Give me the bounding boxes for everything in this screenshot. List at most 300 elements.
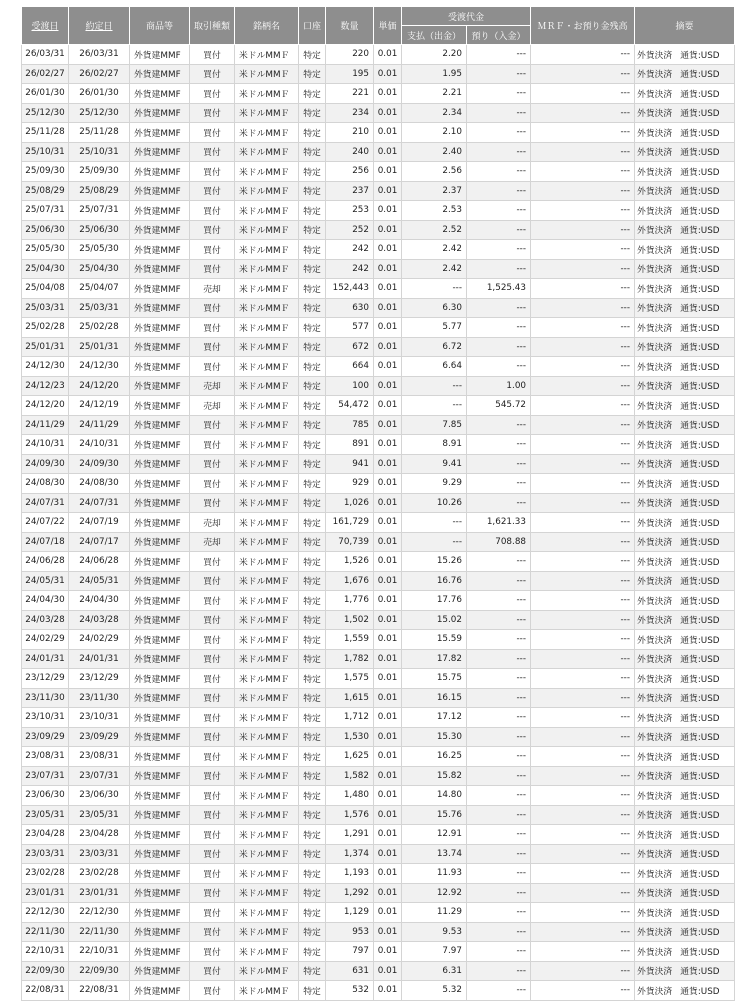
mrf-balance-cell: --- bbox=[531, 84, 635, 104]
name-cell: 米ドルMMＦ bbox=[235, 766, 299, 786]
deposit-cell: --- bbox=[467, 961, 531, 981]
trade-type-cell: 買付 bbox=[190, 181, 235, 201]
settlement-text: 外貨決済 bbox=[637, 967, 673, 978]
account-cell: 特定 bbox=[299, 220, 326, 240]
product-cell: 外貨建MMF bbox=[130, 279, 190, 299]
name-cell: 米ドルMMＦ bbox=[235, 142, 299, 162]
settlement-text: 外貨決済 bbox=[637, 850, 673, 861]
deposit-cell: --- bbox=[467, 883, 531, 903]
account-cell: 特定 bbox=[299, 844, 326, 864]
table-row bbox=[22, 415, 735, 435]
product-cell: 外貨建MMF bbox=[130, 552, 190, 572]
account-cell: 特定 bbox=[299, 103, 326, 123]
summary-header: 摘要 bbox=[635, 7, 735, 45]
settle-date-header-label[interactable]: 受渡日 bbox=[31, 22, 59, 32]
unit-price-cell: 0.01 bbox=[374, 45, 402, 65]
product-cell: 外貨建MMF bbox=[130, 337, 190, 357]
unit-price-cell: 0.01 bbox=[374, 240, 402, 260]
product-cell: 外貨建MMF bbox=[130, 981, 190, 1001]
settlement-text: 外貨決済 bbox=[637, 382, 673, 393]
account-cell: 特定 bbox=[299, 786, 326, 806]
unit-price-cell: 0.01 bbox=[374, 981, 402, 1001]
payment-cell: 5.32 bbox=[402, 981, 467, 1001]
account-cell: 特定 bbox=[299, 142, 326, 162]
product-cell: 外貨建MMF bbox=[130, 922, 190, 942]
currency-text: 通貨:USD bbox=[680, 752, 720, 763]
payment-cell: 14.80 bbox=[402, 786, 467, 806]
account-cell: 特定 bbox=[299, 864, 326, 884]
payment-cell: 2.37 bbox=[402, 181, 467, 201]
unit-price-cell: 0.01 bbox=[374, 571, 402, 591]
table-row bbox=[22, 552, 735, 572]
deposit-cell: --- bbox=[467, 84, 531, 104]
payment-cell: 2.56 bbox=[402, 162, 467, 182]
unit-price-cell: 0.01 bbox=[374, 201, 402, 221]
name-cell: 米ドルMMＦ bbox=[235, 649, 299, 669]
product-cell: 外貨建MMF bbox=[130, 474, 190, 494]
unit-price-cell: 0.01 bbox=[374, 84, 402, 104]
trade-date-cell: 23/01/31 bbox=[69, 883, 130, 903]
mrf-balance-cell: --- bbox=[531, 591, 635, 611]
mrf-balance-cell: --- bbox=[531, 279, 635, 299]
summary-cell bbox=[635, 922, 735, 942]
trade-date-cell: 25/06/30 bbox=[69, 220, 130, 240]
trade-date-cell: 26/01/30 bbox=[69, 84, 130, 104]
account-cell: 特定 bbox=[299, 552, 326, 572]
table-row bbox=[22, 669, 735, 689]
currency-text: 通貨:USD bbox=[680, 421, 720, 432]
trade-type-cell: 買付 bbox=[190, 981, 235, 1001]
deposit-cell: --- bbox=[467, 649, 531, 669]
mrf-balance-cell: --- bbox=[531, 981, 635, 1001]
currency-text: 通貨:USD bbox=[680, 772, 720, 783]
settlement-text: 外貨決済 bbox=[637, 772, 673, 783]
deposit-cell: --- bbox=[467, 766, 531, 786]
account-cell: 特定 bbox=[299, 201, 326, 221]
product-cell: 外貨建MMF bbox=[130, 220, 190, 240]
mrf-balance-cell: --- bbox=[531, 220, 635, 240]
deposit-cell: --- bbox=[467, 415, 531, 435]
settlement-text: 外貨決済 bbox=[637, 304, 673, 315]
payment-cell: 2.42 bbox=[402, 240, 467, 260]
account-cell: 特定 bbox=[299, 240, 326, 260]
payment-cell: 15.82 bbox=[402, 766, 467, 786]
quantity-cell: 1,291 bbox=[326, 825, 374, 845]
trade-date-cell: 24/11/29 bbox=[69, 415, 130, 435]
name-cell: 米ドルMMＦ bbox=[235, 688, 299, 708]
table-row bbox=[22, 864, 735, 884]
table-row bbox=[22, 630, 735, 650]
trade-type-cell: 買付 bbox=[190, 903, 235, 923]
currency-text: 通貨:USD bbox=[680, 869, 720, 880]
trade-type-cell: 買付 bbox=[190, 64, 235, 84]
settlement-text: 外貨決済 bbox=[637, 791, 673, 802]
deposit-cell: 1,525.43 bbox=[467, 279, 531, 299]
trade-type-cell: 売却 bbox=[190, 532, 235, 552]
trade-type-cell: 買付 bbox=[190, 435, 235, 455]
deposit-cell: --- bbox=[467, 708, 531, 728]
settlement-text: 外貨決済 bbox=[637, 830, 673, 841]
mrf-balance-cell: --- bbox=[531, 727, 635, 747]
table-row bbox=[22, 259, 735, 279]
product-cell: 外貨建MMF bbox=[130, 513, 190, 533]
settlement-text: 外貨決済 bbox=[637, 421, 673, 432]
summary-cell bbox=[635, 727, 735, 747]
quantity-cell: 1,625 bbox=[326, 747, 374, 767]
name-cell: 米ドルMMＦ bbox=[235, 220, 299, 240]
product-cell: 外貨建MMF bbox=[130, 571, 190, 591]
mrf-balance-cell: --- bbox=[531, 571, 635, 591]
settle-date-cell: 25/04/30 bbox=[22, 259, 69, 279]
settlement-text: 外貨決済 bbox=[637, 616, 673, 627]
currency-text: 通貨:USD bbox=[680, 791, 720, 802]
trade-type-cell: 買付 bbox=[190, 961, 235, 981]
table-row bbox=[22, 942, 735, 962]
table-row bbox=[22, 844, 735, 864]
quantity-cell: 1,576 bbox=[326, 805, 374, 825]
trade-date-cell: 24/10/31 bbox=[69, 435, 130, 455]
table-row bbox=[22, 571, 735, 591]
unit-price-cell: 0.01 bbox=[374, 766, 402, 786]
table-row bbox=[22, 532, 735, 552]
account-cell: 特定 bbox=[299, 981, 326, 1001]
deposit-cell: 1.00 bbox=[467, 376, 531, 396]
table-row bbox=[22, 766, 735, 786]
account-cell: 特定 bbox=[299, 513, 326, 533]
table-row bbox=[22, 903, 735, 923]
settle-date-cell: 25/02/28 bbox=[22, 318, 69, 338]
table-row bbox=[22, 84, 735, 104]
table-row bbox=[22, 961, 735, 981]
settlement-text: 外貨決済 bbox=[637, 167, 673, 178]
account-cell: 特定 bbox=[299, 571, 326, 591]
sort-trade-date-header[interactable] bbox=[69, 7, 130, 45]
settle-date-cell: 24/09/30 bbox=[22, 454, 69, 474]
trade-date-cell: 25/11/28 bbox=[69, 123, 130, 143]
unit-price-cell: 0.01 bbox=[374, 747, 402, 767]
mrf-balance-cell: --- bbox=[531, 552, 635, 572]
account-cell: 特定 bbox=[299, 123, 326, 143]
product-cell: 外貨建MMF bbox=[130, 396, 190, 416]
account-cell: 特定 bbox=[299, 64, 326, 84]
name-cell: 米ドルMMＦ bbox=[235, 844, 299, 864]
payment-cell: --- bbox=[402, 532, 467, 552]
amount-group-header: 受渡代金 bbox=[402, 7, 531, 26]
account-cell: 特定 bbox=[299, 610, 326, 630]
summary-cell bbox=[635, 669, 735, 689]
table-row bbox=[22, 688, 735, 708]
summary-cell bbox=[635, 474, 735, 494]
currency-text: 通貨:USD bbox=[680, 304, 720, 315]
trade-date-cell: 24/03/28 bbox=[69, 610, 130, 630]
account-cell: 特定 bbox=[299, 337, 326, 357]
quantity-cell: 221 bbox=[326, 84, 374, 104]
settle-date-cell: 24/04/30 bbox=[22, 591, 69, 611]
product-cell: 外貨建MMF bbox=[130, 103, 190, 123]
trade-date-cell: 24/09/30 bbox=[69, 454, 130, 474]
unit-price-cell: 0.01 bbox=[374, 688, 402, 708]
deposit-cell: --- bbox=[467, 805, 531, 825]
account-cell: 特定 bbox=[299, 357, 326, 377]
name-cell: 米ドルMMＦ bbox=[235, 318, 299, 338]
summary-cell bbox=[635, 240, 735, 260]
settle-date-cell: 24/11/29 bbox=[22, 415, 69, 435]
currency-text: 通貨:USD bbox=[680, 908, 720, 919]
settle-date-cell: 25/10/31 bbox=[22, 142, 69, 162]
mrf-balance-cell: --- bbox=[531, 493, 635, 513]
settlement-text: 外貨決済 bbox=[637, 128, 673, 139]
summary-cell bbox=[635, 961, 735, 981]
table-row bbox=[22, 474, 735, 494]
trade-date-cell: 24/07/31 bbox=[69, 493, 130, 513]
summary-cell bbox=[635, 825, 735, 845]
table-row bbox=[22, 162, 735, 182]
summary-cell bbox=[635, 883, 735, 903]
product-cell: 外貨建MMF bbox=[130, 610, 190, 630]
currency-text: 通貨:USD bbox=[680, 947, 720, 958]
unit-price-cell: 0.01 bbox=[374, 435, 402, 455]
trade-type-cell: 買付 bbox=[190, 259, 235, 279]
mrf-balance-cell: --- bbox=[531, 454, 635, 474]
trade-type-cell: 買付 bbox=[190, 552, 235, 572]
quantity-cell: 953 bbox=[326, 922, 374, 942]
summary-cell bbox=[635, 630, 735, 650]
quantity-cell: 256 bbox=[326, 162, 374, 182]
table-row bbox=[22, 103, 735, 123]
table-row bbox=[22, 922, 735, 942]
deposit-cell: --- bbox=[467, 64, 531, 84]
currency-text: 通貨:USD bbox=[680, 635, 720, 646]
summary-cell bbox=[635, 123, 735, 143]
mrf-balance-cell: --- bbox=[531, 961, 635, 981]
unit-price-cell: 0.01 bbox=[374, 903, 402, 923]
name-cell: 米ドルMMＦ bbox=[235, 259, 299, 279]
trade-type-cell: 売却 bbox=[190, 279, 235, 299]
deposit-cell: --- bbox=[467, 591, 531, 611]
account-cell: 特定 bbox=[299, 318, 326, 338]
deposit-cell: --- bbox=[467, 786, 531, 806]
trade-type-cell: 買付 bbox=[190, 708, 235, 728]
unit-price-cell: 0.01 bbox=[374, 357, 402, 377]
summary-cell bbox=[635, 162, 735, 182]
settlement-text: 外貨決済 bbox=[637, 187, 673, 198]
currency-text: 通貨:USD bbox=[680, 284, 720, 295]
quantity-cell: 252 bbox=[326, 220, 374, 240]
mrf-balance-cell: --- bbox=[531, 630, 635, 650]
summary-cell bbox=[635, 981, 735, 1001]
payment-cell: 2.53 bbox=[402, 201, 467, 221]
product-cell: 外貨建MMF bbox=[130, 961, 190, 981]
mrf-balance-cell: --- bbox=[531, 142, 635, 162]
mrf-balance-cell: --- bbox=[531, 766, 635, 786]
name-cell: 米ドルMMＦ bbox=[235, 64, 299, 84]
settle-date-cell: 24/10/31 bbox=[22, 435, 69, 455]
trade-type-cell: 買付 bbox=[190, 649, 235, 669]
unit-price-cell: 0.01 bbox=[374, 532, 402, 552]
product-cell: 外貨建MMF bbox=[130, 727, 190, 747]
table-row bbox=[22, 727, 735, 747]
quantity-cell: 240 bbox=[326, 142, 374, 162]
deposit-cell: --- bbox=[467, 844, 531, 864]
name-header: 銘柄名 bbox=[235, 7, 299, 45]
product-cell: 外貨建MMF bbox=[130, 903, 190, 923]
trade-type-cell: 買付 bbox=[190, 240, 235, 260]
product-cell: 外貨建MMF bbox=[130, 357, 190, 377]
trade-type-cell: 買付 bbox=[190, 883, 235, 903]
quantity-cell: 1,676 bbox=[326, 571, 374, 591]
deposit-cell: --- bbox=[467, 493, 531, 513]
product-cell: 外貨建MMF bbox=[130, 786, 190, 806]
summary-cell bbox=[635, 298, 735, 318]
trade-date-cell: 25/08/29 bbox=[69, 181, 130, 201]
deposit-cell: 1,621.33 bbox=[467, 513, 531, 533]
currency-text: 通貨:USD bbox=[680, 70, 720, 81]
account-cell: 特定 bbox=[299, 961, 326, 981]
mrf-balance-cell: --- bbox=[531, 747, 635, 767]
unit-price-cell: 0.01 bbox=[374, 162, 402, 182]
product-cell: 外貨建MMF bbox=[130, 805, 190, 825]
currency-text: 通貨:USD bbox=[680, 265, 720, 276]
account-cell: 特定 bbox=[299, 259, 326, 279]
quantity-cell: 1,582 bbox=[326, 766, 374, 786]
summary-cell bbox=[635, 532, 735, 552]
account-cell: 特定 bbox=[299, 376, 326, 396]
name-cell: 米ドルMMＦ bbox=[235, 942, 299, 962]
summary-cell bbox=[635, 142, 735, 162]
name-cell: 米ドルMMＦ bbox=[235, 162, 299, 182]
mrf-balance-cell: --- bbox=[531, 103, 635, 123]
account-cell: 特定 bbox=[299, 903, 326, 923]
deposit-cell: --- bbox=[467, 864, 531, 884]
currency-text: 通貨:USD bbox=[680, 382, 720, 393]
table-row bbox=[22, 279, 735, 299]
payment-cell: 7.97 bbox=[402, 942, 467, 962]
deposit-cell: --- bbox=[467, 454, 531, 474]
trade-date-cell: 22/11/30 bbox=[69, 922, 130, 942]
table-row bbox=[22, 396, 735, 416]
product-cell: 外貨建MMF bbox=[130, 435, 190, 455]
trade-date-cell: 23/04/28 bbox=[69, 825, 130, 845]
table-row bbox=[22, 493, 735, 513]
payment-cell: 6.64 bbox=[402, 357, 467, 377]
trade-type-cell: 買付 bbox=[190, 201, 235, 221]
name-cell: 米ドルMMＦ bbox=[235, 981, 299, 1001]
payment-cell: 2.52 bbox=[402, 220, 467, 240]
table-row bbox=[22, 201, 735, 221]
deposit-cell: --- bbox=[467, 610, 531, 630]
settle-date-cell: 23/07/31 bbox=[22, 766, 69, 786]
unit-price-cell: 0.01 bbox=[374, 142, 402, 162]
account-cell: 特定 bbox=[299, 454, 326, 474]
trade-type-cell: 買付 bbox=[190, 630, 235, 650]
deposit-cell: --- bbox=[467, 220, 531, 240]
trade-type-cell: 買付 bbox=[190, 298, 235, 318]
currency-text: 通貨:USD bbox=[680, 889, 720, 900]
account-cell: 特定 bbox=[299, 942, 326, 962]
settlement-text: 外貨決済 bbox=[637, 635, 673, 646]
sort-settle-date-header[interactable] bbox=[22, 7, 69, 45]
settlement-text: 外貨決済 bbox=[637, 733, 673, 744]
account-cell: 特定 bbox=[299, 162, 326, 182]
settle-date-cell: 23/12/29 bbox=[22, 669, 69, 689]
mrf-balance-cell: --- bbox=[531, 435, 635, 455]
trade-history-table bbox=[21, 6, 735, 1001]
trade-date-cell: 24/05/31 bbox=[69, 571, 130, 591]
settlement-text: 外貨決済 bbox=[637, 538, 673, 549]
summary-cell bbox=[635, 591, 735, 611]
table-row bbox=[22, 649, 735, 669]
settle-date-cell: 26/02/27 bbox=[22, 64, 69, 84]
table-row bbox=[22, 45, 735, 65]
trade-type-cell: 買付 bbox=[190, 844, 235, 864]
currency-text: 通貨:USD bbox=[680, 148, 720, 159]
payment-cell: 17.76 bbox=[402, 591, 467, 611]
currency-text: 通貨:USD bbox=[680, 499, 720, 510]
mrf-balance-cell: --- bbox=[531, 123, 635, 143]
name-cell: 米ドルMMＦ bbox=[235, 961, 299, 981]
trade-date-cell: 24/08/30 bbox=[69, 474, 130, 494]
trade-type-header: 取引種類 bbox=[190, 7, 235, 45]
settlement-text: 外貨決済 bbox=[637, 499, 673, 510]
summary-cell bbox=[635, 552, 735, 572]
payment-cell: 9.53 bbox=[402, 922, 467, 942]
settlement-text: 外貨決済 bbox=[637, 518, 673, 529]
trade-date-cell: 24/12/19 bbox=[69, 396, 130, 416]
table-row bbox=[22, 883, 735, 903]
trade-date-header-label[interactable]: 約定日 bbox=[85, 22, 113, 32]
settlement-text: 外貨決済 bbox=[637, 70, 673, 81]
deposit-cell: --- bbox=[467, 688, 531, 708]
name-cell: 米ドルMMＦ bbox=[235, 610, 299, 630]
table-row bbox=[22, 747, 735, 767]
product-cell: 外貨建MMF bbox=[130, 747, 190, 767]
table-row bbox=[22, 981, 735, 1001]
currency-text: 通貨:USD bbox=[680, 50, 720, 61]
quantity-cell: 532 bbox=[326, 981, 374, 1001]
trade-type-cell: 買付 bbox=[190, 688, 235, 708]
summary-cell bbox=[635, 259, 735, 279]
mrf-balance-cell: --- bbox=[531, 864, 635, 884]
account-cell: 特定 bbox=[299, 415, 326, 435]
trade-date-cell: 25/05/30 bbox=[69, 240, 130, 260]
currency-text: 通貨:USD bbox=[680, 596, 720, 607]
payment-cell: 12.92 bbox=[402, 883, 467, 903]
mrf-balance-cell: --- bbox=[531, 942, 635, 962]
currency-text: 通貨:USD bbox=[680, 245, 720, 256]
trade-type-cell: 買付 bbox=[190, 84, 235, 104]
payment-cell: 2.20 bbox=[402, 45, 467, 65]
settlement-text: 外貨決済 bbox=[637, 908, 673, 919]
quantity-header: 数量 bbox=[326, 7, 374, 45]
settle-date-cell: 25/08/29 bbox=[22, 181, 69, 201]
table-header bbox=[22, 7, 735, 45]
currency-text: 通貨:USD bbox=[680, 538, 720, 549]
trade-date-cell: 25/03/31 bbox=[69, 298, 130, 318]
payment-cell: 15.76 bbox=[402, 805, 467, 825]
quantity-cell: 1,712 bbox=[326, 708, 374, 728]
settle-date-cell: 23/09/29 bbox=[22, 727, 69, 747]
product-cell: 外貨建MMF bbox=[130, 162, 190, 182]
settle-date-cell: 23/06/30 bbox=[22, 786, 69, 806]
settlement-text: 外貨決済 bbox=[637, 577, 673, 588]
trade-date-cell: 22/10/31 bbox=[69, 942, 130, 962]
payment-cell: 2.42 bbox=[402, 259, 467, 279]
settlement-text: 外貨決済 bbox=[637, 674, 673, 685]
currency-text: 通貨:USD bbox=[680, 167, 720, 178]
name-cell: 米ドルMMＦ bbox=[235, 474, 299, 494]
currency-text: 通貨:USD bbox=[680, 343, 720, 354]
name-cell: 米ドルMMＦ bbox=[235, 298, 299, 318]
